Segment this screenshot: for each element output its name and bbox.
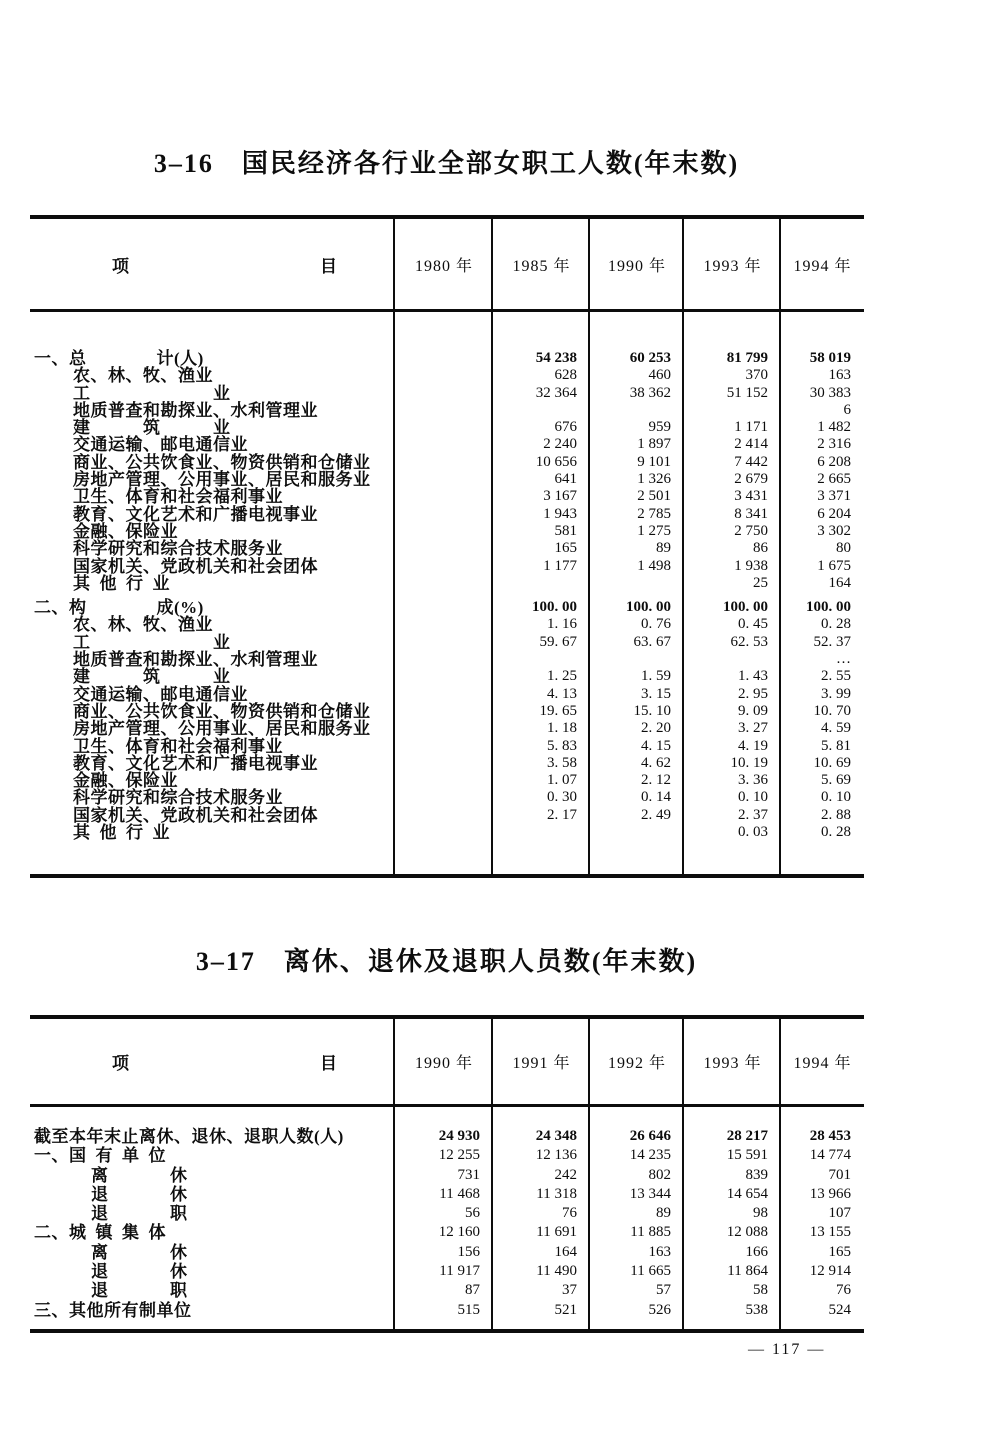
row-value: 58 019	[809, 350, 851, 366]
row-value: 1. 07	[547, 772, 577, 789]
row-label: 退 职	[91, 1204, 188, 1224]
page-number: — 117 —	[748, 1341, 826, 1358]
table-row	[30, 686, 864, 703]
row-value: 11 490	[536, 1263, 577, 1280]
row-value: 11 665	[630, 1263, 671, 1280]
row-value: 13 155	[809, 1224, 851, 1241]
row-value: 10. 70	[813, 702, 851, 719]
row-label: 地质普查和勘探业、水利管理业	[73, 650, 318, 670]
column-header-year: 1991 年	[512, 1055, 571, 1072]
row-value: 2. 20	[641, 720, 671, 737]
table-row	[30, 1127, 864, 1146]
row-value: 0. 76	[641, 616, 671, 633]
row-value: 57	[656, 1282, 671, 1299]
row-value: 1 897	[637, 436, 671, 453]
row-value: 3 302	[817, 522, 851, 539]
row-value: 166	[745, 1243, 768, 1260]
table-row	[30, 419, 864, 436]
row-label: 房地产管理、公用事业、居民和服务业	[73, 470, 371, 490]
table-3-16	[30, 215, 864, 878]
row-label: 国家机关、党政机关和社会团体	[73, 805, 318, 825]
row-value: 107	[828, 1205, 851, 1222]
row-value	[395, 506, 493, 523]
row-value: 521	[554, 1301, 577, 1318]
row-label: 农、林、牧、渔业	[73, 615, 213, 635]
row-value	[395, 703, 493, 720]
row-value: 3. 58	[547, 754, 577, 771]
row-value: 2. 49	[641, 806, 671, 823]
row-value: 60 253	[629, 350, 671, 366]
row-value	[395, 720, 493, 737]
row-value: 959	[648, 419, 671, 436]
column-header-year: 1993 年	[703, 1055, 762, 1072]
table-row	[30, 634, 864, 651]
row-value: 11 691	[536, 1224, 577, 1241]
row-value: 1 171	[734, 419, 768, 436]
row-value: 0. 28	[821, 616, 851, 633]
row-value: 0. 14	[641, 789, 671, 806]
row-value: 12 136	[535, 1147, 577, 1164]
row-value: 100. 00	[532, 599, 577, 616]
row-value: 641	[554, 471, 577, 488]
row-value: 10. 19	[730, 754, 768, 771]
table-row	[30, 1223, 864, 1242]
row-value: 163	[648, 1243, 671, 1260]
table-row	[30, 471, 864, 488]
row-value	[395, 402, 493, 419]
row-value: 9 101	[637, 453, 671, 470]
table-row	[30, 523, 864, 540]
row-value: 4. 15	[641, 737, 671, 754]
row-value: 3 167	[543, 488, 577, 505]
row-value	[395, 668, 493, 685]
row-value: 2. 88	[821, 806, 851, 823]
row-value	[395, 385, 493, 402]
row-value: 6 204	[817, 505, 851, 522]
table-3-17	[30, 1015, 864, 1333]
row-label: 三、其他所有制单位	[34, 1300, 192, 1320]
row-value: 14 774	[809, 1147, 851, 1164]
row-value: 59. 67	[539, 633, 577, 650]
row-value: 54 238	[535, 350, 577, 366]
row-value: 1 275	[637, 522, 671, 539]
row-value	[395, 738, 493, 755]
row-value: 1. 16	[547, 616, 577, 633]
table-row	[30, 824, 864, 841]
column-header-item	[30, 1019, 395, 1104]
row-value: 100. 00	[806, 599, 851, 616]
row-value	[395, 523, 493, 540]
row-value: 1. 25	[547, 668, 577, 685]
row-value	[395, 419, 493, 436]
row-value: 38 362	[629, 384, 671, 401]
row-value: 164	[828, 574, 851, 591]
row-value: 0. 45	[738, 616, 768, 633]
row-label: 一、国 有 单 位	[34, 1146, 166, 1166]
table-row	[30, 575, 864, 592]
row-value	[395, 488, 493, 505]
row-value: 56	[465, 1205, 480, 1222]
row-value	[395, 616, 493, 633]
row-value	[493, 402, 590, 419]
row-label: 科学研究和综合技术服务业	[73, 539, 283, 559]
row-value	[395, 772, 493, 789]
row-value: 460	[648, 367, 671, 384]
header-item-char-right: 目	[320, 1054, 337, 1073]
row-value: 81 799	[726, 350, 768, 366]
table-row	[30, 454, 864, 471]
table-row	[30, 599, 864, 616]
table-row	[30, 772, 864, 789]
row-value: 10. 69	[813, 754, 851, 771]
row-label: 建 筑 业	[73, 418, 231, 438]
row-value: 58	[753, 1282, 768, 1299]
row-label: 商业、公共饮食业、物资供销和仓储业	[73, 701, 371, 721]
table-row	[30, 755, 864, 772]
row-value: 802	[648, 1166, 671, 1183]
row-label: 科学研究和综合技术服务业	[73, 788, 283, 808]
row-value: 2 750	[734, 522, 768, 539]
row-value: 87	[465, 1282, 480, 1299]
row-value: 2 785	[637, 505, 671, 522]
row-value: 2 665	[817, 471, 851, 488]
row-value: 538	[745, 1301, 768, 1318]
table-row	[30, 436, 864, 453]
row-value: 164	[554, 1243, 577, 1260]
row-label: 金融、保险业	[73, 521, 178, 541]
row-value: 701	[828, 1166, 851, 1183]
table-row	[30, 506, 864, 523]
row-value	[493, 651, 590, 668]
row-label: 离 休	[91, 1242, 188, 1262]
row-value: 0. 30	[547, 789, 577, 806]
row-value: 80	[836, 540, 851, 557]
table-row	[30, 789, 864, 806]
row-label: 离 休	[91, 1165, 188, 1185]
header-item-char-left: 项	[112, 1054, 129, 1073]
row-value: 62. 53	[730, 633, 768, 650]
row-value	[395, 634, 493, 651]
row-value: 165	[554, 540, 577, 557]
row-value: 1 943	[543, 505, 577, 522]
row-value: 86	[753, 540, 768, 557]
row-value: 4. 59	[821, 720, 851, 737]
row-label: 建 筑 业	[73, 667, 231, 687]
row-value	[395, 471, 493, 488]
table-row	[30, 703, 864, 720]
row-value: 2. 95	[738, 685, 768, 702]
row-value: 839	[745, 1166, 768, 1183]
row-value: 37	[562, 1282, 577, 1299]
row-value: 163	[828, 367, 851, 384]
row-value: 628	[554, 367, 577, 384]
row-value: 0. 03	[738, 824, 768, 841]
row-value	[590, 651, 684, 668]
row-value: 76	[836, 1282, 851, 1299]
row-value	[395, 367, 493, 384]
row-value: 9. 09	[738, 702, 768, 719]
table-row	[30, 488, 864, 505]
column-header-year: 1985 年	[512, 257, 571, 275]
row-value	[395, 540, 493, 557]
row-value: 13 966	[809, 1185, 851, 1202]
row-value: 32 364	[535, 384, 577, 401]
row-label: 工 业	[73, 632, 231, 652]
table-row	[30, 540, 864, 557]
table-row	[30, 738, 864, 755]
row-value: 89	[656, 540, 671, 557]
row-value: 0. 28	[821, 824, 851, 841]
row-label: 交通运输、邮电通信业	[73, 684, 248, 704]
row-value: 30 383	[809, 384, 851, 401]
row-label: 二、城 镇 集 体	[34, 1223, 166, 1243]
row-value: 156	[457, 1243, 480, 1260]
row-value: 28 217	[726, 1128, 768, 1144]
table-row	[30, 1281, 864, 1300]
row-value: 6 208	[817, 453, 851, 470]
row-label: 退 职	[91, 1281, 188, 1301]
row-value: 1 938	[734, 557, 768, 574]
row-value: 51 152	[726, 384, 768, 401]
column-header-year: 1993 年	[703, 257, 762, 275]
row-value: 242	[554, 1166, 577, 1183]
table-row	[30, 1301, 864, 1320]
row-value: 5. 81	[821, 737, 851, 754]
column-header-year: 1992 年	[607, 1055, 666, 1072]
row-value: 10 656	[535, 453, 577, 470]
row-value: 6	[843, 401, 851, 418]
row-value: 581	[554, 522, 577, 539]
row-label: 地质普查和勘探业、水利管理业	[73, 400, 318, 420]
row-value: 2 414	[734, 436, 768, 453]
row-value: 1 177	[543, 557, 577, 574]
row-value: 0. 10	[738, 789, 768, 806]
row-label: 交通运输、邮电通信业	[73, 435, 248, 455]
row-value: 676	[554, 419, 577, 436]
row-value	[395, 599, 493, 616]
header-item-char-left: 项	[112, 256, 129, 276]
row-value: 3. 27	[738, 720, 768, 737]
row-value: 7 442	[734, 453, 768, 470]
table-row	[30, 402, 864, 419]
row-value: 4. 19	[738, 737, 768, 754]
row-value	[395, 575, 493, 592]
row-value: 165	[828, 1243, 851, 1260]
table-body	[30, 1107, 864, 1320]
row-value: 24 930	[438, 1128, 480, 1144]
table-row	[30, 1262, 864, 1281]
row-value: 11 318	[536, 1185, 577, 1202]
row-value: 26 646	[629, 1128, 671, 1144]
table-row	[30, 558, 864, 575]
row-value: 2. 17	[547, 806, 577, 823]
row-value	[493, 824, 590, 841]
row-value: 12 255	[438, 1147, 480, 1164]
row-value: 2 316	[817, 436, 851, 453]
row-value: 52. 37	[813, 633, 851, 650]
row-label: 工 业	[73, 383, 231, 403]
row-value	[493, 575, 590, 592]
column-header-year: 1990 年	[607, 257, 666, 275]
row-value: 2. 55	[821, 668, 851, 685]
row-value	[395, 436, 493, 453]
row-value: 8 341	[734, 505, 768, 522]
table-row	[30, 668, 864, 685]
row-label: 二、构 成(%)	[34, 598, 204, 618]
row-label: 农、林、牧、渔业	[73, 366, 213, 386]
row-value: 515	[457, 1301, 480, 1318]
row-value: 3. 15	[641, 685, 671, 702]
row-value	[395, 789, 493, 806]
row-value: 3. 99	[821, 685, 851, 702]
row-value: 0. 10	[821, 789, 851, 806]
column-header-year: 1990 年	[414, 1055, 473, 1072]
row-value: 12 160	[438, 1224, 480, 1241]
row-value: 2 501	[637, 488, 671, 505]
row-label: 金融、保险业	[73, 771, 178, 791]
row-value: 1. 43	[738, 668, 768, 685]
row-value: 4. 62	[641, 754, 671, 771]
row-value: 1. 18	[547, 720, 577, 737]
row-value: 5. 69	[821, 772, 851, 789]
row-label: 其 他 行 业	[73, 573, 170, 593]
table-row	[30, 1146, 864, 1165]
table-row	[30, 651, 864, 668]
row-value: 3 371	[817, 488, 851, 505]
row-label: 其 他 行 业	[73, 823, 170, 843]
column-header-year: 1994 年	[793, 257, 852, 275]
row-value: 1 498	[637, 557, 671, 574]
row-label: 教育、文化艺术和广播电视事业	[73, 504, 318, 524]
row-label: 截至本年末止离休、退休、退职人数(人)	[34, 1127, 344, 1146]
table-row	[30, 385, 864, 402]
row-value: 89	[656, 1205, 671, 1222]
row-value	[395, 824, 493, 841]
row-value: 2. 12	[641, 772, 671, 789]
row-value	[395, 686, 493, 703]
row-label: 教育、文化艺术和广播电视事业	[73, 753, 318, 773]
row-value: 100. 00	[723, 599, 768, 616]
row-value: 25	[753, 574, 768, 591]
row-value: 12 088	[726, 1224, 768, 1241]
row-value: 731	[457, 1166, 480, 1183]
table-header	[30, 1019, 864, 1107]
row-value: 13 344	[629, 1185, 671, 1202]
row-value	[590, 575, 684, 592]
row-value: 28 453	[809, 1128, 851, 1144]
row-value: 98	[753, 1205, 768, 1222]
row-label: 房地产管理、公用事业、居民和服务业	[73, 719, 371, 739]
row-value: 76	[562, 1205, 577, 1222]
row-value: 4. 13	[547, 685, 577, 702]
row-value	[590, 824, 684, 841]
row-value: 2 679	[734, 471, 768, 488]
row-value: 15. 10	[633, 702, 671, 719]
row-value	[395, 558, 493, 575]
row-value: 1 675	[817, 557, 851, 574]
row-value: 1 482	[817, 419, 851, 436]
row-value: 3 431	[734, 488, 768, 505]
row-label: 退 休	[91, 1184, 188, 1204]
row-value: 15 591	[726, 1147, 768, 1164]
table-row	[30, 616, 864, 633]
row-value: 11 468	[439, 1185, 480, 1202]
row-value	[395, 755, 493, 772]
table-row	[30, 1185, 864, 1204]
table-row	[30, 350, 864, 367]
row-label: 卫生、体育和社会福利事业	[73, 736, 283, 756]
row-value: 12 914	[809, 1263, 851, 1280]
row-value: 5. 83	[547, 737, 577, 754]
row-value	[395, 807, 493, 824]
table-row	[30, 1166, 864, 1185]
row-value	[395, 651, 493, 668]
row-value: 370	[745, 367, 768, 384]
table-row	[30, 1243, 864, 1262]
header-item-char-right: 目	[320, 256, 337, 276]
row-label: 退 休	[91, 1262, 188, 1282]
row-value: 24 348	[535, 1128, 577, 1144]
row-value: …	[836, 651, 851, 668]
row-label: 一、总 计(人)	[34, 349, 204, 368]
column-header-item	[30, 219, 395, 309]
row-label: 国家机关、党政机关和社会团体	[73, 556, 318, 576]
table-row	[30, 720, 864, 737]
row-value: 526	[648, 1301, 671, 1318]
row-value: 63. 67	[633, 633, 671, 650]
row-value: 2 240	[543, 436, 577, 453]
row-value	[395, 350, 493, 367]
table-3-16-title: 3–16 国民经济各行业全部女职工人数(年末数)	[153, 149, 740, 178]
row-label: 商业、公共饮食业、物资供销和仓储业	[73, 452, 371, 472]
row-label: 卫生、体育和社会福利事业	[73, 487, 283, 507]
row-value: 2. 37	[738, 806, 768, 823]
row-value: 524	[828, 1301, 851, 1318]
row-value	[684, 651, 781, 668]
row-value: 11 885	[630, 1224, 671, 1241]
row-value: 1. 59	[641, 668, 671, 685]
table-header	[30, 219, 864, 312]
row-value: 3. 36	[738, 772, 768, 789]
row-value: 100. 00	[626, 599, 671, 616]
row-value: 11 917	[439, 1263, 480, 1280]
row-value: 14 654	[726, 1185, 768, 1202]
table-row	[30, 807, 864, 824]
row-value	[395, 454, 493, 471]
table-row	[30, 1204, 864, 1223]
row-value: 1 326	[637, 471, 671, 488]
column-header-year: 1994 年	[793, 1055, 852, 1072]
row-value: 14 235	[629, 1147, 671, 1164]
table-row	[30, 367, 864, 384]
row-value: 11 864	[727, 1263, 768, 1280]
table-3-17-title: 3–17 离休、退休及退职人员数(年末数)	[195, 947, 698, 976]
row-value	[590, 402, 684, 419]
row-value	[684, 402, 781, 419]
column-header-year: 1980 年	[414, 257, 473, 275]
row-value: 19. 65	[539, 702, 577, 719]
table-body	[30, 312, 864, 841]
